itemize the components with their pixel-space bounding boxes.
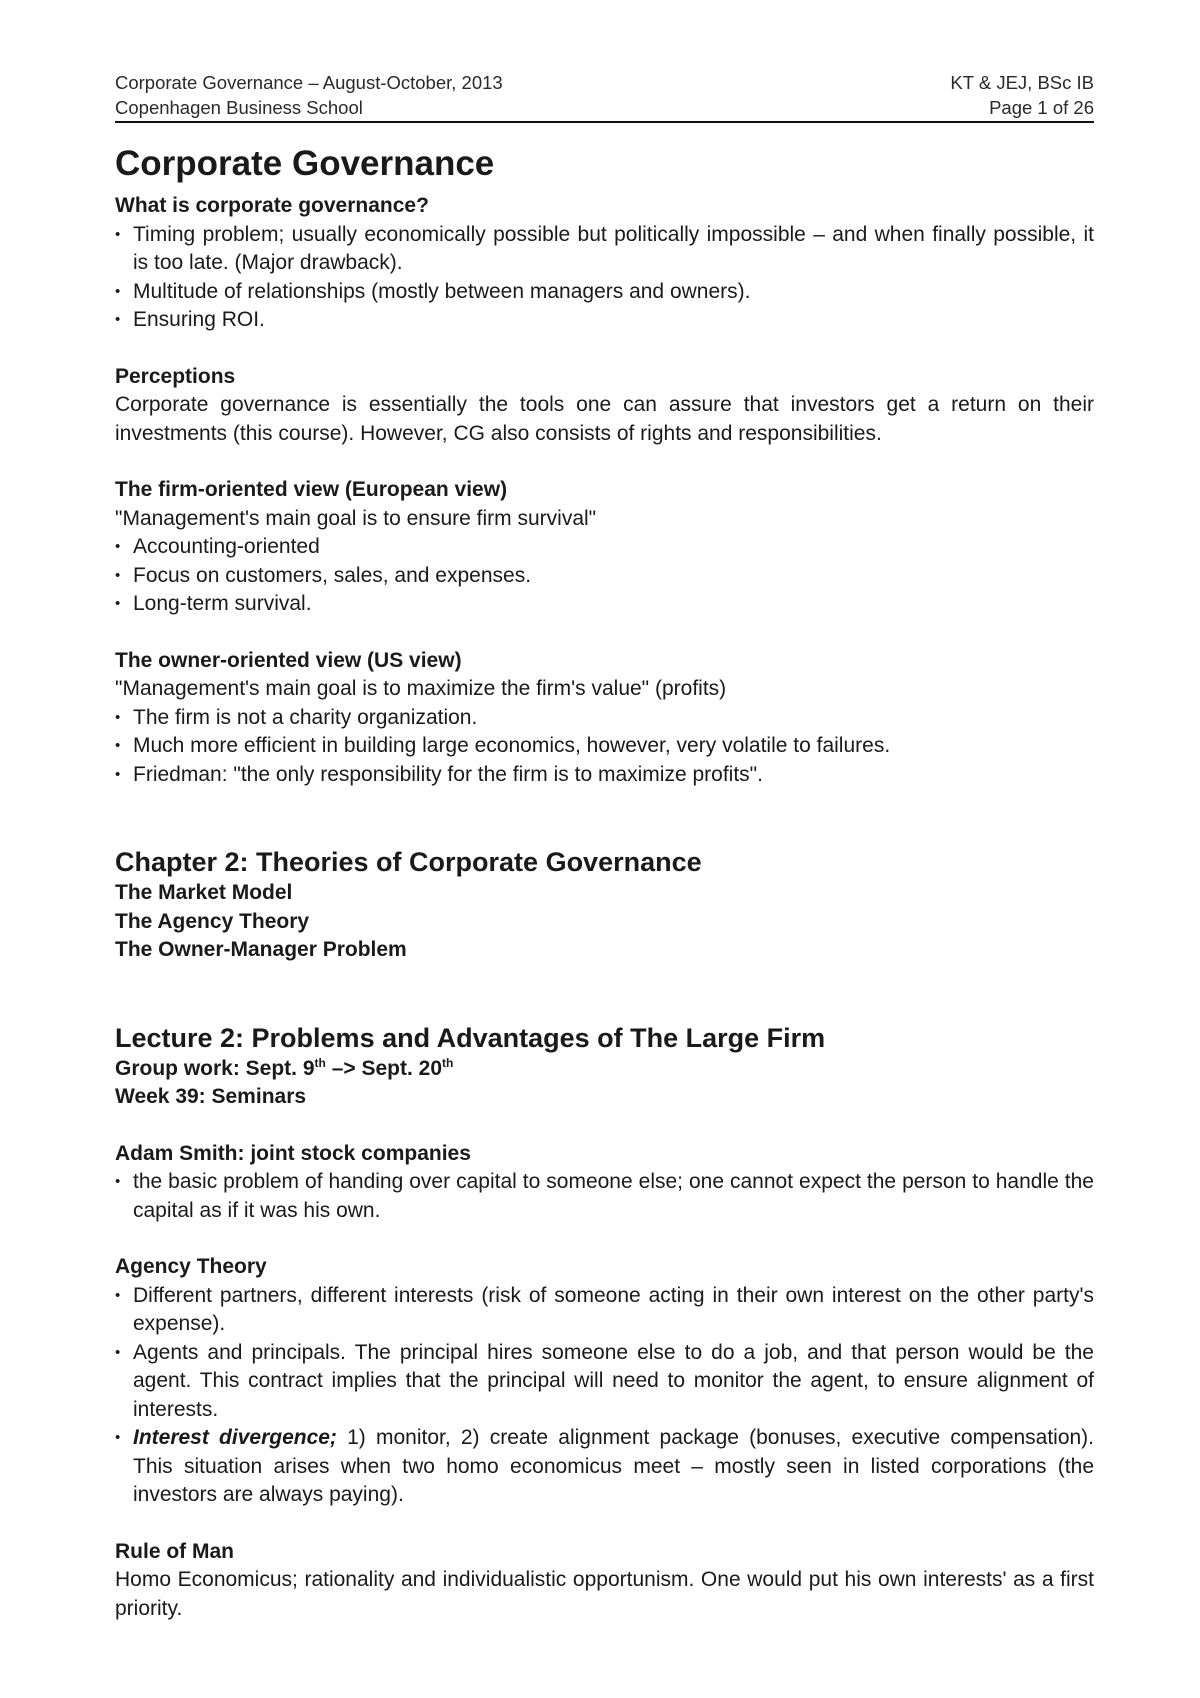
list-item: • Accounting-oriented [115,533,1094,562]
list-item: • Interest divergence; 1) monitor, 2) create alignment package (bonuses, executive compensation). This situation arises when two homo economicus meet – mostly seen in listed corporations (the investors are always paying). [115,1424,1094,1510]
group-work-line: Group work: Sept. 9th –> Sept. 20th [115,1055,454,1080]
header-course: Corporate Governance – August-October, 2013 [115,72,503,93]
section-heading-perceptions: Perceptions [115,364,236,388]
bullet-list-owner-view [115,704,1094,790]
lecture-2-title: Lecture 2: Problems and Advantages of The Large Firm [115,1022,826,1053]
header-page-number: Page 1 of 26 [989,97,1094,118]
chapter-2-title: Chapter 2: Theories of Corporate Governance [115,847,702,877]
section-heading-adam-smith: Adam Smith: joint stock companies [115,1141,471,1165]
list-item: • Different partners, different interests (risk of someone acting in their own interest on the other party's expense). [115,1282,1094,1339]
list-item: • the basic problem of handing over capital to someone else; one cannot expect the person to handle the capital as if it was his own. [115,1168,1094,1225]
owner-view-quote: "Management's main goal is to maximize the firm's value" (profits) [115,677,727,700]
perceptions-paragraph: Corporate governance is essentially the tools one can assure that investors get a return on their investments (this course). However, CG also consists of rights and responsibilities. [115,393,1094,445]
bullet-list-agency-theory [115,1282,1094,1510]
header-school: Copenhagen Business School [115,97,363,118]
bullet-list-adam-smith [115,1168,1094,1225]
week-39-line: Week 39: Seminars [115,1085,307,1108]
section-heading-firm-view: The firm-oriented view (European view) [115,478,508,501]
list-item: • Multitude of relationships (mostly between managers and owners). [115,278,1094,307]
section-heading-rule-of-man: Rule of Man [115,1539,234,1563]
bullet-list-firm-view [115,533,1094,619]
list-item: • Ensuring ROI. [115,306,1094,335]
section-heading-what-is-cg: What is corporate governance? [115,194,429,217]
interest-divergence-term: Interest divergence; [133,1426,337,1449]
header-authors: KT & JEJ, BSc IB [950,72,1094,93]
list-item: • Focus on customers, sales, and expenses. [115,562,1094,591]
bullet-list-what-is-cg [115,221,1094,335]
rule-of-man-paragraph: Homo Economicus; rationality and individualistic opportunism. One would put his own interests' as a first priority. [115,1568,1094,1620]
list-item: • Much more efficient in building large economics, however, very volatile to failures. [115,732,1094,761]
header-rule [115,121,1094,123]
list-item: • The firm is not a charity organization. [115,704,1094,733]
list-item: • Friedman: "the only responsibility for the firm is to maximize profits". [115,761,1094,790]
chapter-2-item: The Agency Theory [115,909,310,933]
firm-view-quote: "Management's main goal is to ensure firm survival" [115,506,597,530]
section-heading-agency-theory: Agency Theory [115,1255,267,1278]
list-item: • Agents and principals. The principal hires someone else to do a job, and that person would be the agent. This contract implies that the principal will need to monitor the agent, to ensure alignment of interests. [115,1339,1094,1425]
chapter-2-item: The Market Model [115,881,293,904]
document-title: Corporate Governance [115,144,495,183]
chapter-2-item: The Owner-Manager Problem [115,938,407,961]
list-item: • Timing problem; usually economically possible but politically impossible – and when finally possible, it is too late. (Major drawback). [115,221,1094,278]
section-heading-owner-view: The owner-oriented view (US view) [115,648,462,672]
running-header [115,70,1094,120]
list-item: • Long-term survival. [115,590,1094,619]
